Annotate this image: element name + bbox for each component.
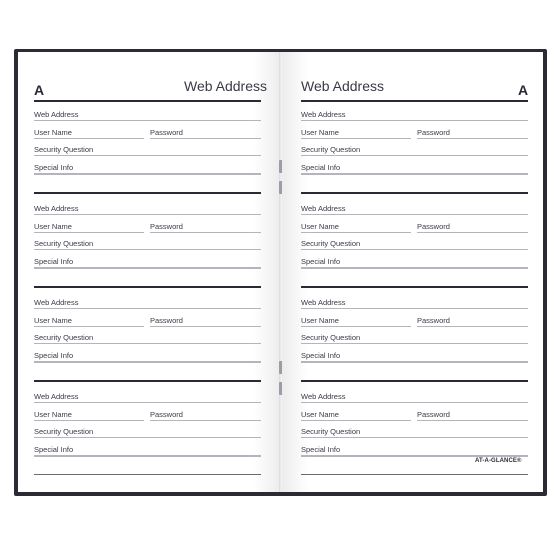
- security-question-field-label: Security Question: [34, 239, 94, 248]
- write-line: [301, 120, 528, 121]
- security-question-field-label: Security Question: [301, 145, 361, 154]
- entry-block: [34, 386, 261, 476]
- blank-write-line[interactable]: [34, 456, 261, 457]
- write-line: [301, 249, 528, 250]
- brand-logo-text: AT-A-GLANCE®: [475, 458, 522, 464]
- password-label: Password: [417, 222, 450, 231]
- left-page: [18, 52, 280, 492]
- entry-separator: [301, 380, 528, 382]
- entry-block: [301, 386, 528, 476]
- blank-write-line[interactable]: [34, 268, 261, 269]
- special-info-field-label: Special Info: [301, 163, 341, 172]
- web-address-field-label: Web Address: [301, 204, 346, 213]
- security-question-field-label: Security Question: [34, 145, 94, 154]
- write-line: [301, 402, 528, 403]
- blank-write-line[interactable]: [301, 174, 528, 175]
- web-address-field-label: Web Address: [34, 298, 79, 307]
- user-name-field[interactable]: [301, 404, 528, 421]
- user-name-field-label: User Name: [301, 410, 339, 419]
- right-page: [282, 52, 543, 492]
- web-address-field[interactable]: [301, 386, 528, 403]
- special-info-field-label: Special Info: [301, 257, 341, 266]
- write-line: [34, 120, 261, 121]
- user-name-field-label: User Name: [301, 128, 339, 137]
- special-info-field[interactable]: [301, 157, 528, 174]
- write-line: [34, 402, 261, 403]
- security-question-field-label: Security Question: [34, 333, 94, 342]
- special-info-field[interactable]: [34, 439, 261, 456]
- password-label: Password: [417, 410, 450, 419]
- special-info-field-label: Special Info: [34, 163, 74, 172]
- page-heading: Web Address: [184, 78, 268, 94]
- write-line: [34, 308, 261, 309]
- web-address-field[interactable]: [34, 386, 261, 403]
- entry-block: [34, 198, 261, 288]
- web-address-field[interactable]: [34, 198, 261, 215]
- password-label: Password: [417, 316, 450, 325]
- entry-separator: [301, 474, 528, 475]
- special-info-field-label: Special Info: [301, 351, 341, 360]
- security-question-field-label: Security Question: [301, 239, 361, 248]
- web-address-field[interactable]: [301, 104, 528, 121]
- write-line: [34, 343, 261, 344]
- entry-separator: [34, 380, 261, 382]
- user-name-field-label: User Name: [301, 222, 339, 231]
- entry-separator: [301, 192, 528, 194]
- write-line: [301, 214, 528, 215]
- write-line: [301, 343, 528, 344]
- user-name-field[interactable]: [301, 310, 528, 327]
- web-address-field-label: Web Address: [34, 204, 79, 213]
- special-info-field[interactable]: [34, 157, 261, 174]
- security-question-field-label: Security Question: [34, 427, 94, 436]
- web-address-field-label: Web Address: [301, 110, 346, 119]
- security-question-field[interactable]: [34, 233, 261, 250]
- blank-write-line[interactable]: [301, 268, 528, 269]
- entry-block: [301, 292, 528, 382]
- security-question-field[interactable]: [301, 421, 528, 438]
- web-address-field-label: Web Address: [34, 110, 79, 119]
- blank-write-line[interactable]: [301, 362, 528, 363]
- user-name-field[interactable]: [34, 216, 261, 233]
- special-info-field[interactable]: [301, 439, 528, 456]
- write-line: [34, 214, 261, 215]
- security-question-field[interactable]: [34, 139, 261, 156]
- entry-block: [301, 198, 528, 288]
- heading-rule: [301, 100, 528, 102]
- special-info-field[interactable]: [34, 251, 261, 268]
- special-info-field-label: Special Info: [34, 445, 74, 454]
- security-question-field-label: Security Question: [301, 427, 361, 436]
- web-address-field-label: Web Address: [34, 392, 79, 401]
- entry-separator: [34, 192, 261, 194]
- security-question-field[interactable]: [301, 233, 528, 250]
- user-name-field[interactable]: [34, 122, 261, 139]
- user-name-field-label: User Name: [34, 222, 72, 231]
- security-question-field[interactable]: [301, 139, 528, 156]
- write-line: [301, 308, 528, 309]
- blank-write-line[interactable]: [34, 362, 261, 363]
- security-question-field[interactable]: [301, 327, 528, 344]
- index-letter: A: [34, 82, 45, 98]
- entry-block: [301, 104, 528, 194]
- user-name-field[interactable]: [301, 216, 528, 233]
- write-line: [301, 437, 528, 438]
- web-address-field-label: Web Address: [301, 298, 346, 307]
- page-heading: Web Address: [301, 78, 385, 94]
- entry-separator: [34, 474, 261, 475]
- web-address-field[interactable]: [34, 104, 261, 121]
- special-info-field[interactable]: [34, 345, 261, 362]
- user-name-field-label: User Name: [301, 316, 339, 325]
- security-question-field-label: Security Question: [301, 333, 361, 342]
- special-info-field[interactable]: [301, 345, 528, 362]
- password-label: Password: [150, 410, 183, 419]
- user-name-field[interactable]: [34, 310, 261, 327]
- password-label: Password: [150, 316, 183, 325]
- blank-write-line[interactable]: [301, 456, 528, 457]
- user-name-field[interactable]: [34, 404, 261, 421]
- user-name-field[interactable]: [301, 122, 528, 139]
- user-name-field-label: User Name: [34, 410, 72, 419]
- special-info-field-label: Special Info: [34, 257, 74, 266]
- special-info-field-label: Special Info: [34, 351, 74, 360]
- write-line: [34, 249, 261, 250]
- web-address-field[interactable]: [301, 292, 528, 309]
- security-question-field[interactable]: [34, 421, 261, 438]
- web-address-field[interactable]: [34, 292, 261, 309]
- user-name-field-label: User Name: [34, 128, 72, 137]
- write-line: [34, 155, 261, 156]
- password-label: Password: [417, 128, 450, 137]
- password-label: Password: [150, 222, 183, 231]
- user-name-field-label: User Name: [34, 316, 72, 325]
- special-info-field-label: Special Info: [301, 445, 341, 454]
- web-address-field-label: Web Address: [301, 392, 346, 401]
- write-line: [301, 155, 528, 156]
- entry-block: [34, 292, 261, 382]
- entry-separator: [301, 286, 528, 288]
- security-question-field[interactable]: [34, 327, 261, 344]
- index-letter: A: [518, 82, 529, 98]
- password-label: Password: [150, 128, 183, 137]
- blank-write-line[interactable]: [34, 174, 261, 175]
- entry-block: [34, 104, 261, 194]
- special-info-field[interactable]: [301, 251, 528, 268]
- web-address-field[interactable]: [301, 198, 528, 215]
- entry-separator: [34, 286, 261, 288]
- heading-rule: [34, 100, 261, 102]
- write-line: [34, 437, 261, 438]
